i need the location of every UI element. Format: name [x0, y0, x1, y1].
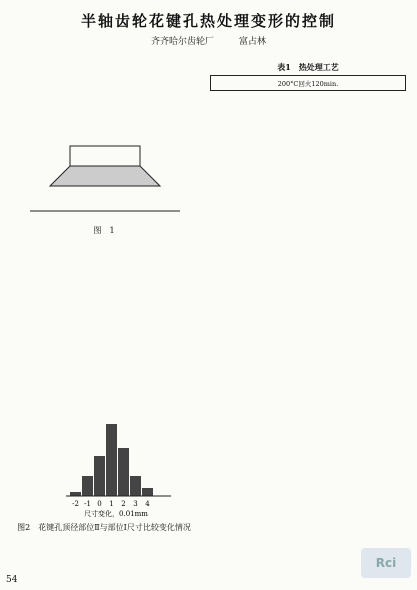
figure-1-drawing	[30, 116, 180, 216]
author-name: 富占林	[238, 37, 266, 47]
x-tick-label: 3	[133, 500, 138, 508]
x-axis-label: 尺寸变化，0.01mm	[84, 510, 148, 518]
histogram-bar	[118, 448, 129, 496]
histogram-bar	[94, 456, 105, 496]
x-tick-label: -1	[84, 500, 91, 508]
x-tick-label: 4	[145, 500, 150, 508]
figure-1-caption: 图 1	[93, 226, 115, 235]
table-1	[210, 75, 406, 91]
histogram-bar	[70, 492, 81, 496]
x-tick-label: 0	[97, 500, 102, 508]
article-title: 半轴齿轮花键孔热处理变形的控制	[80, 12, 336, 30]
figure-2-caption: 图2 花键孔顶径部位Ⅱ与部位Ⅰ尺寸比较变化情况	[17, 523, 191, 532]
right-column	[210, 140, 406, 186]
author-org: 齐齐哈尔齿轮厂	[151, 37, 215, 47]
page-number: 54	[6, 575, 18, 585]
histogram-bar	[130, 476, 141, 496]
figure-2-chart	[56, 356, 176, 518]
right-para-1	[210, 140, 406, 182]
author-line	[0, 34, 417, 47]
left-column	[6, 52, 202, 98]
x-tick-label: 1	[109, 500, 114, 508]
histogram-bar	[82, 476, 93, 496]
table-1-title: 表1 热处理工艺	[277, 62, 339, 72]
left-para-1	[6, 52, 202, 94]
watermark-logo: Rci	[361, 548, 411, 578]
histogram-bar	[106, 424, 117, 496]
x-tick-label: 2	[121, 500, 126, 508]
table-1-footer: 200°C回火120min.	[211, 76, 406, 91]
x-tick-label: -2	[72, 500, 79, 508]
histogram-bar	[142, 488, 153, 496]
